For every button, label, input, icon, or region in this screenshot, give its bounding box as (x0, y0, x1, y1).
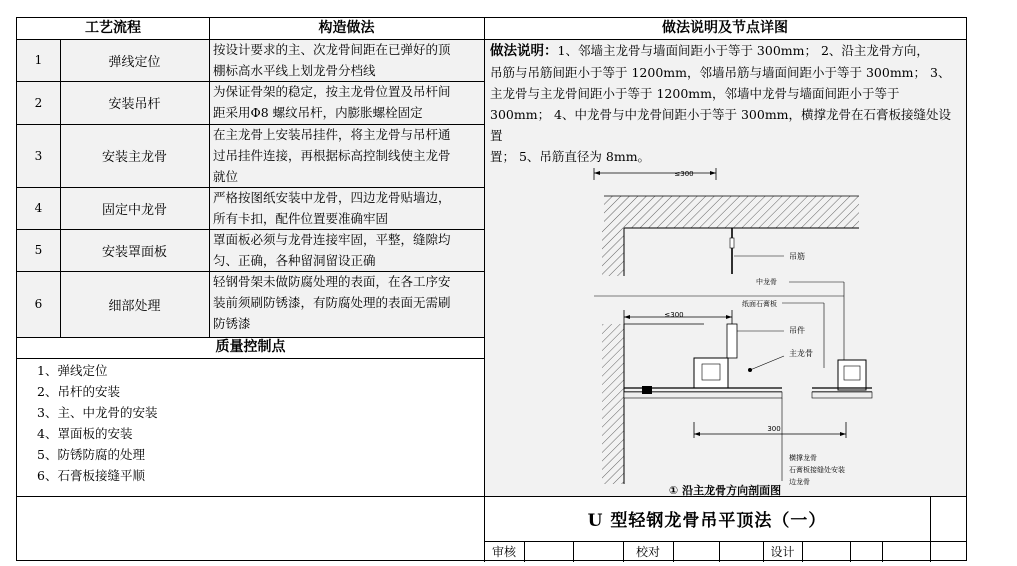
step-description: 在主龙骨上安装吊挂件，将主龙骨与吊杆通 过吊挂件连接，再根据标高控制线使主龙骨 就位 (213, 127, 451, 184)
dimension-label: ≤300 (674, 170, 694, 178)
review-label: 审核 (491, 545, 516, 559)
header-process: 工艺流程 (85, 20, 141, 36)
step-name: 安装吊杆 (108, 97, 161, 112)
design-label: 设计 (770, 545, 795, 559)
dimension-label: ≤300 (664, 311, 684, 319)
mid-keel-label: 中龙骨 (756, 278, 777, 286)
list-item: 5、防锈防腐的处理 (37, 447, 145, 462)
paper-gypsum-label: 纸面石膏板 (742, 300, 777, 308)
dimension-label: 300 (767, 425, 781, 433)
list-item: 1、弹线定位 (37, 363, 108, 378)
header-notes-details: 做法说明及节点详图 (662, 20, 788, 36)
step-description: 罩面板必须与龙骨连接牢固，平整，缝隙均 匀、正确，各种留洞留设正确 (213, 232, 451, 268)
hanger-label: 吊件 (789, 326, 805, 335)
drawing-title: U 型轻钢龙骨吊平顶法（一） (587, 511, 827, 531)
step-description: 轻钢骨架未做防腐处理的表面，在各工序安 装前须刷防锈漆，有防腐处理的表面无需刷 防锈漆 (213, 274, 451, 331)
step-number: 6 (34, 297, 43, 311)
step-description: 严格按图纸安装中龙骨，四边龙骨贴墙边， 所有卡扣，配件位置要准确牢固 (213, 190, 451, 226)
list-item: 6、石膏板接缝平顺 (37, 468, 145, 483)
list-item: 4、罩面板的安装 (37, 426, 133, 441)
section-detail-drawing (484, 146, 966, 496)
edge-keel-label: 边龙骨 (789, 478, 810, 486)
header-construction: 构造做法 (318, 20, 375, 36)
list-item: 2、吊杆的安装 (37, 384, 120, 399)
step-name: 细部处理 (108, 298, 161, 314)
joint-label: 石膏板接缝处安装 (789, 466, 845, 474)
step-description: 为保证骨架的稳定，按主龙骨位置及吊杆间 距采用Φ8 螺纹吊杆，内膨胀螺栓固定 (213, 84, 451, 120)
ceiling-detail (594, 277, 872, 486)
cross-keel-label: 横撑龙骨 (789, 454, 817, 462)
step-name: 弹线定位 (108, 54, 161, 70)
drawing-sheet (16, 17, 967, 561)
top-slab-detail (594, 168, 859, 276)
quality-list (17, 360, 484, 494)
construction-notes: 做法说明：1、邻墙主龙骨与墙面间距小于等于 300mm； 2、沿主龙骨方向， 吊筋与吊筋间距小于等于 1200mm，邻墙吊筋与墙面间距小于等于 300mm； 3、 主龙骨与主龙骨间距小于等于 1200mm，邻墙中龙骨与墙面间距小于等于 300mm； 4、中龙骨与中龙骨间距小于等于 300mm，横撑龙骨在石膏板接缝处设置 置； 5、吊筋直径为 8mm。 (490, 43, 952, 164)
drawing-title-cell (484, 496, 930, 541)
step-number: 2 (34, 95, 43, 110)
step-number: 5 (34, 243, 43, 257)
step-name: 安装主龙骨 (101, 150, 167, 165)
step-number: 4 (34, 201, 43, 215)
notes-label: 做法说明： (490, 43, 558, 59)
drawing-caption: ① 沿主龙骨方向剖面图 (668, 484, 782, 496)
quality-title: 质量控制点 (215, 339, 286, 355)
step-number: 1 (34, 53, 43, 67)
step-number: 3 (34, 148, 43, 163)
step-name: 固定中龙骨 (101, 202, 167, 218)
hanger-rod-label: 吊筋 (789, 252, 805, 261)
step-description: 按设计要求的主、次龙骨间距在已弹好的顶 棚标高水平线上划龙骨分档线 (213, 42, 451, 78)
step-name: 安装罩面板 (101, 244, 167, 260)
check-label: 校对 (635, 545, 660, 559)
main-keel-label: 主龙骨 (789, 349, 813, 358)
list-item: 3、主、中龙骨的安装 (37, 405, 158, 420)
